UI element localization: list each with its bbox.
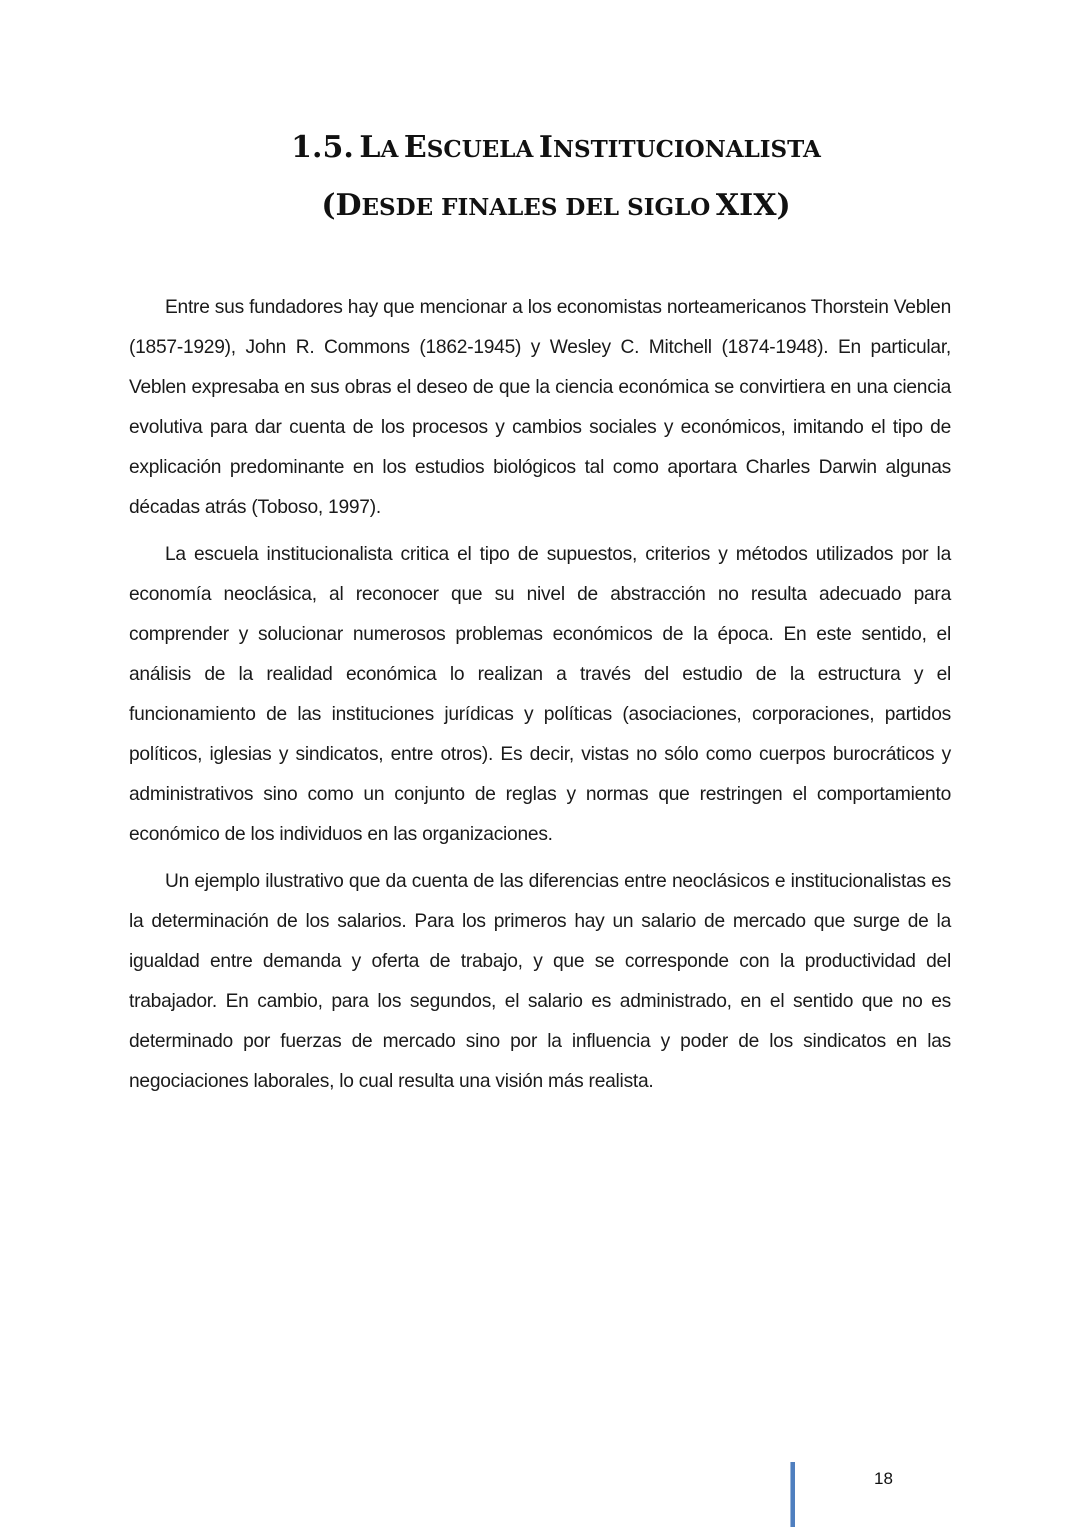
title-initial: I: [538, 130, 553, 165]
title-initial: L: [359, 130, 381, 165]
section-title-line-1: [0, 130, 1080, 165]
title-initial: D: [335, 188, 362, 223]
section-title-line-2: [0, 188, 1080, 223]
paragraph: Entre sus fundadores hay que mencionar a los economistas norteamericanos Thorstein Veblen (1857-1929), John R. Commons (1862-1945) y Wesley C. Mitchell (1874-1948). En particular, Veblen expresaba en sus obras el deseo de que la ciencia económica se convirtiera en una ciencia evolutiva para dar cuenta de los procesos y cambios sociales y económicos, imitando el tipo de explicación predominante en los estudios biológicos tal como aportara Charles Darwin algunas décadas atrás (Toboso, 1997).: [129, 297, 951, 518]
section-number: 1.5.: [291, 130, 354, 165]
title-rest: A: [380, 136, 399, 163]
page-number: 18: [874, 1469, 893, 1488]
title-paren-close: ): [776, 188, 791, 223]
paragraph: Un ejemplo ilustrativo que da cuenta de las diferencias entre neoclásicos e institucionalistas es la determinación de los salarios. Para los primeros hay un salario de mercado que surge de la igualdad entre demanda y oferta de trabajo, y que se corresponde con la productividad del trabajador. En cambio, para los segundos, el salario es administrado, en el sentido que no es determinado por fuerzas de mercado sino por la influencia y poder de los sindicatos en las negociaciones laborales, lo cual resulta una visión más realista.: [129, 871, 951, 1092]
body-text: [129, 288, 951, 1109]
title-rest: ESDE FINALES DEL SIGLO: [361, 194, 711, 221]
title-paren-open: (: [321, 188, 336, 223]
footer-vertical-rule: [790, 1462, 795, 1527]
title-rest: SCUELA: [426, 136, 534, 163]
title-roman: XIX: [715, 188, 777, 223]
paragraph: La escuela institucionalista critica el tipo de supuestos, criterios y métodos utilizados por la economía neoclásica, al reconocer que su nivel de abstracción no resulta adecuado para comprender y solucionar numerosos problemas económicos de la época. En este sentido, el análisis de la realidad económica lo realizan a través del estudio de la estructura y el funcionamiento de las instituciones jurídicas y políticas (asociaciones, corporaciones, partidos políticos, iglesias y sindicatos, entre otros). Es decir, vistas no sólo como cuerpos burocráticos y administrativos sino como un conjunto de reglas y normas que restringen el comportamiento económico de los individuos en las organizaciones.: [129, 544, 951, 845]
title-initial: E: [403, 130, 427, 165]
title-rest: NSTITUCIONALISTA: [552, 136, 821, 163]
